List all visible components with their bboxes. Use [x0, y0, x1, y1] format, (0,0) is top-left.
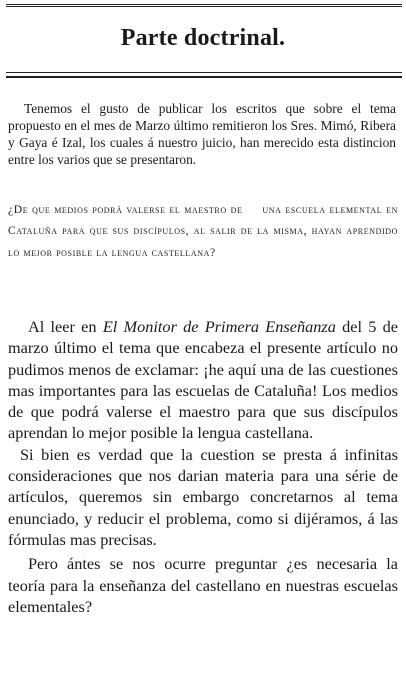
- section-title: Parte doctrinal.: [120, 25, 286, 51]
- publication-name: El Monitor de Primera Enseñanza: [102, 317, 336, 336]
- p1-text-before: Al leer en: [28, 317, 103, 336]
- divider-rule-thin: [6, 72, 402, 73]
- top-rule-inner: [6, 6, 402, 7]
- article-body: [8, 316, 398, 617]
- top-rule: [6, 4, 402, 5]
- question-first-line: ¿De que medios podrá valerse el maestro de: [8, 203, 243, 216]
- body-paragraph-2: Si bien es verdad que la cuestion se presta á infinitas consideraciones que nos darian materia para una série de artículos, queremos sin embargo concretarnos al tema enunciado, y reducir el problema, como si dijéramos, á las fórmulas mas precisas.: [8, 444, 398, 549]
- body-paragraph-3: Pero ántes se nos ocurre preguntar ¿es necesaria la teoría para la enseñanza del castellano en nuestras escuelas elementales?: [8, 554, 398, 616]
- divider-rule-thick: [6, 76, 402, 78]
- intro-paragraph: Tenemos el gusto de publicar los escritos que sobre el tema propuesto en el mes de Marzo último remitieron los Sres. Mimó, Ribera y Gaya é Izal, los cuales á nuestro juicio, han merecido esta distincion entre los varios que se presentaron.: [8, 101, 396, 167]
- body-paragraph-1: [8, 316, 398, 444]
- question-rest: una escuela elemental en Cataluña para que sus discípulos, al salir de la misma, hayan aprendido lo mejor posible la lengua castellana?: [8, 203, 398, 259]
- p1-text-after: del 5 de marzo último el tema que encabeza el presente artículo no pudimos menos de exclamar: ¡he aquí una de las cuestiones mas importantes para las escuelas de Cataluña! Los medios de que podrá valerse el maestro para que sus discípulos aprendan lo mejor posible la lengua castellana.: [8, 317, 399, 443]
- essay-question: [8, 199, 398, 263]
